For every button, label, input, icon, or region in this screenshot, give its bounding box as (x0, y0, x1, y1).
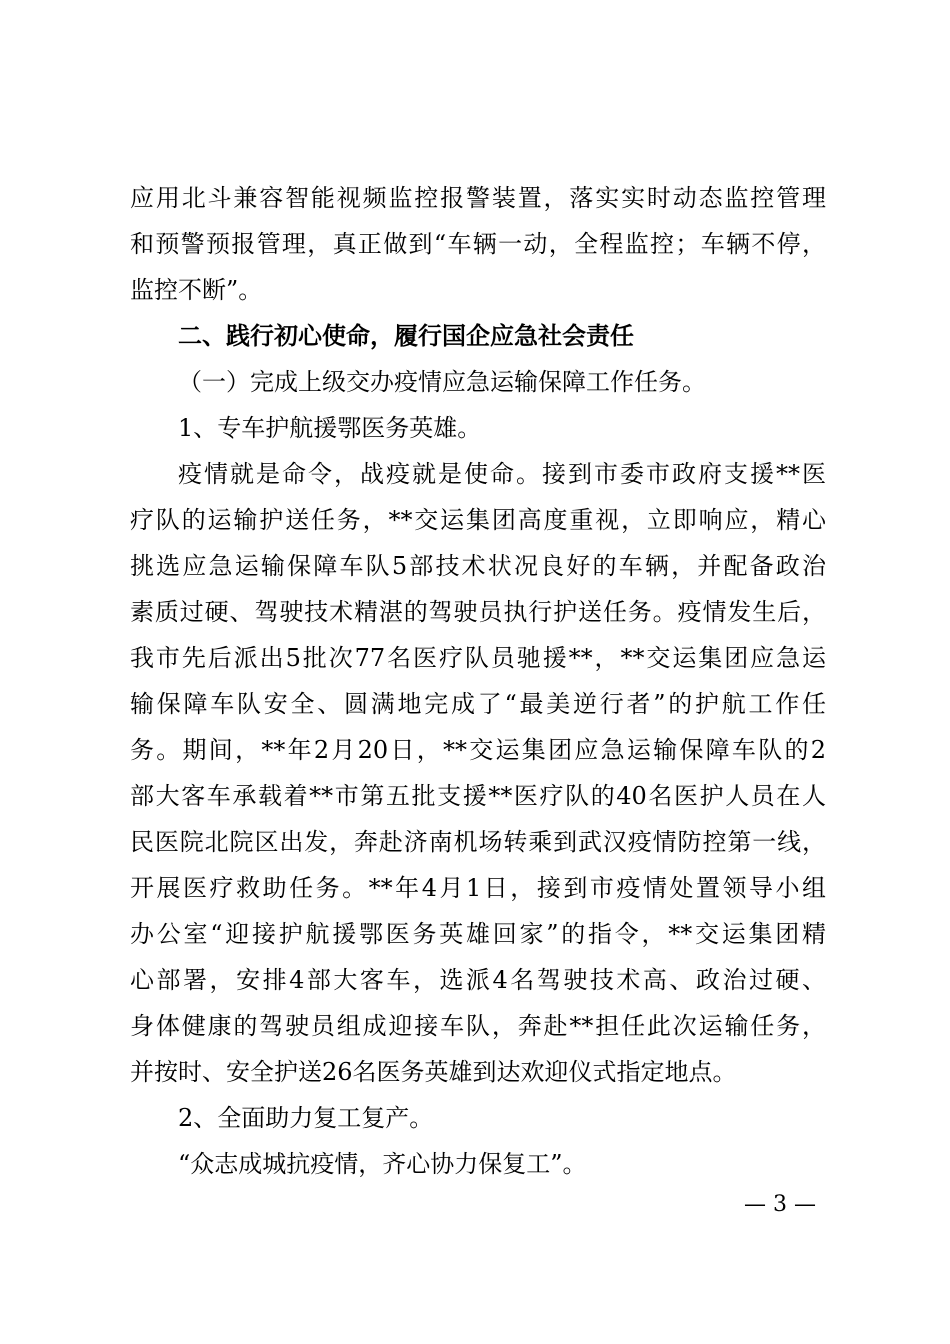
item-heading: 2、全面助力复工复产。 (178, 1104, 434, 1132)
text-line: 监控不断”。 (130, 276, 263, 304)
text-line: 应用北斗兼容智能视频监控报警装置，落实实时动态监控管理 (130, 184, 826, 212)
text-line: 素质过硬、驾驶技术精湛的驾驶员执行护送任务。疫情发生后， (130, 598, 826, 626)
text-line: 我市先后派出5批次77名医疗队员驰援**，**交运集团应急运 (130, 644, 826, 672)
text-line: 务。期间，**年2月20日，**交运集团应急运输保障车队的2 (130, 736, 826, 764)
text-line: 挑选应急运输保障车队5部技术状况良好的车辆，并配备政治 (130, 552, 826, 580)
text-line: 输保障车队安全、圆满地完成了“最美逆行者”的护航工作任 (130, 690, 826, 718)
text-line: 和预警预报管理，真正做到“车辆一动，全程监控；车辆不停， (130, 230, 826, 258)
text-line: 心部署，安排4部大客车，选派4名驾驶技术高、政治过硬、 (130, 966, 826, 994)
text-line: 疫情就是命令，战疫就是使命。接到市委市政府支援**医 (178, 460, 826, 488)
text-line: “众志成城抗疫情，齐心协力保复工”。 (178, 1150, 587, 1178)
section-heading: 二、践行初心使命，履行国企应急社会责任 (178, 321, 634, 350)
subsection-heading: （一）完成上级交办疫情应急运输保障工作任务。 (178, 368, 706, 396)
item-heading: 1、专车护航援鄂医务英雄。 (178, 414, 482, 442)
page-number: — 3 — (744, 1192, 816, 1217)
text-line: 开展医疗救助任务。**年4月1日，接到市疫情处置领导小组 (130, 874, 826, 902)
text-line: 并按时、安全护送26名医务英雄到达欢迎仪式指定地点。 (130, 1058, 737, 1086)
text-line: 民医院北院区出发，奔赴济南机场转乘到武汉疫情防控第一线， (130, 828, 826, 856)
text-line: 部大客车承载着**市第五批支援**医疗队的40名医护人员在人 (130, 782, 826, 810)
text-line: 办公室“迎接护航援鄂医务英雄回家”的指令，**交运集团精 (130, 920, 826, 948)
text-line: 身体健康的驾驶员组成迎接车队，奔赴**担任此次运输任务， (130, 1012, 826, 1040)
body-text (130, 175, 826, 1187)
text-line: 疗队的运输护送任务，**交运集团高度重视，立即响应，精心 (130, 506, 826, 534)
